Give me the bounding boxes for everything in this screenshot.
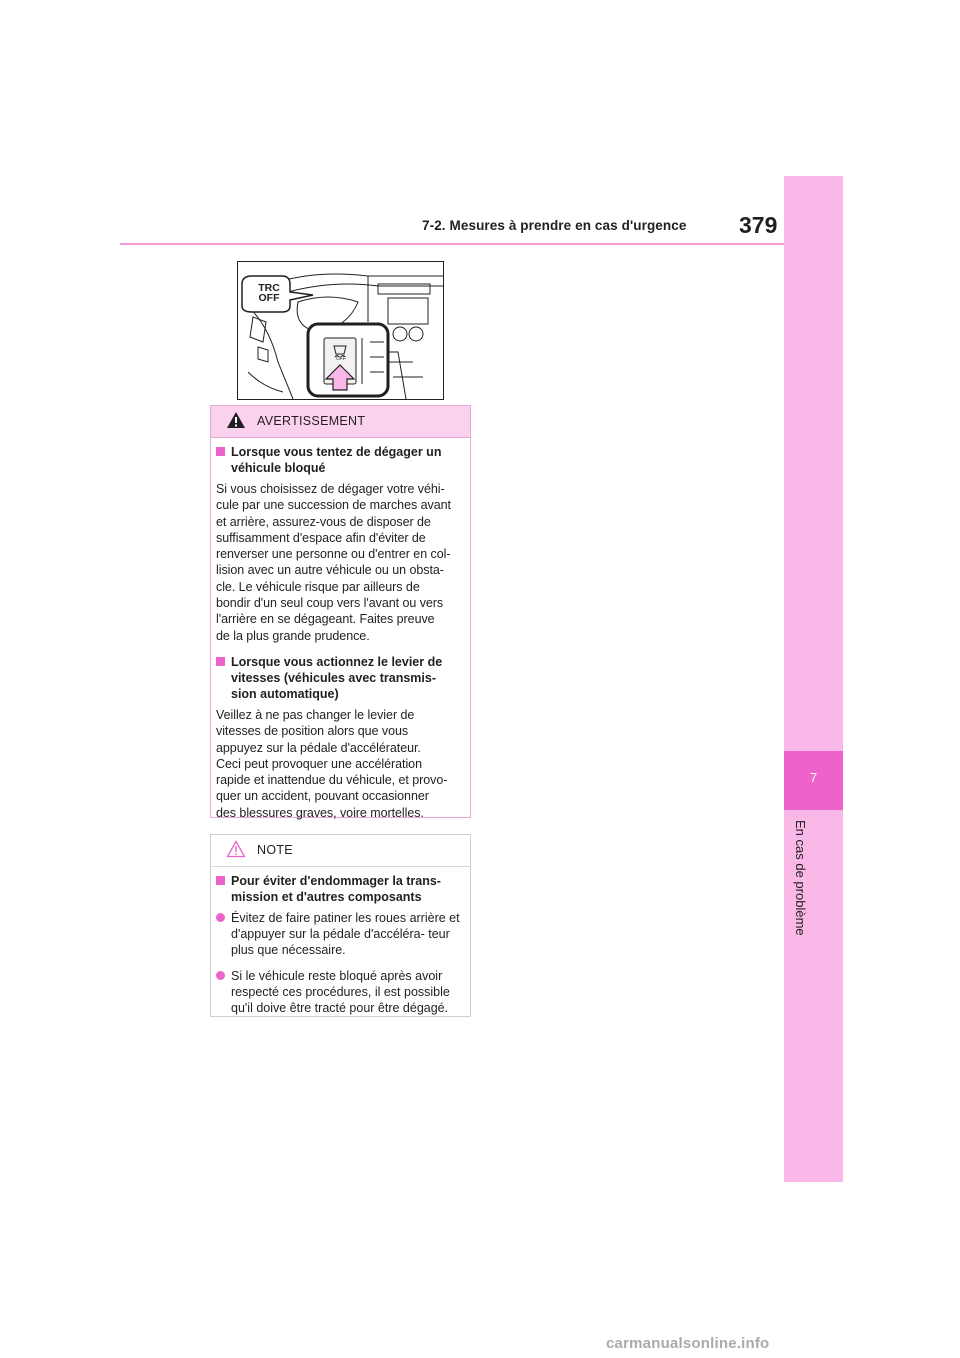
round-bullet-icon [216,913,225,922]
text-line: bondir d'un seul coup vers l'avant ou vers [216,596,444,611]
text-line: des blessures graves, voire mortelles. [216,805,424,820]
text-line: Veillez à ne pas changer le levier de [216,707,415,722]
text-line: suffisamment d'espace afin d'éviter de [216,530,426,545]
warning-section-heading [216,654,464,702]
warning-header [211,406,470,438]
callout-line-1: TRC [258,282,280,294]
list-item-text: Si le véhicule reste bloqué après avoir respecté ces procédures, il est possible qu'il doive être tracté pour être dégagé. [231,969,450,1015]
note-box [210,834,471,1017]
warning-heading-text: Lorsque vous actionnez le levier de vitesses (véhicules avec transmis- sion automatique) [231,654,443,701]
note-title: NOTE [257,843,293,857]
page-number: 379 [739,212,778,238]
chapter-label: En cas de problème [793,820,808,936]
list-item [216,968,464,1016]
text-line: de la plus grande prudence. [216,628,370,643]
warning-section-heading [216,444,464,476]
square-bullet-icon [216,657,225,666]
text-line: vitesses de position alors que vous [216,724,409,739]
header-rule [120,243,784,245]
text-line: l'arrière en se dégageant. Faites preuve [216,612,435,627]
note-header [211,835,470,867]
chapter-side-tab [784,176,843,1182]
text-line: Si vous choisissez de dégager votre véhi- [216,482,445,496]
chapter-number: 7 [809,770,818,785]
text-line: cule par une succession de marches avant [216,498,451,513]
text-line: renverser une personne ou d'entrer en col- [216,547,451,562]
note-heading-text: Pour éviter d'endommager la trans- mission et d'autres composants [231,874,441,904]
list-item [216,910,464,958]
text-line: cle. Le véhicule risque par ailleurs de [216,579,420,594]
warning-title: AVERTISSEMENT [257,414,366,428]
warning-box [210,405,471,818]
square-bullet-icon [216,447,225,456]
round-bullet-icon [216,971,225,980]
section-title: 7-2. Mesures à prendre en cas d'urgence [422,218,687,233]
list-item-text: Évitez de faire patiner les roues arrière et d'appuyer sur la pédale d'accéléra- teur plus que nécessaire. [231,911,460,957]
text-line: rapide et inattendue du véhicule, et provo- [216,773,448,788]
square-bullet-icon [216,876,225,885]
trc-off-callout [252,283,286,303]
warning-paragraph [216,481,464,644]
text-line: appuyez sur la pédale d'accélérateur. [216,740,421,755]
caution-triangle-outline-icon [226,840,246,858]
warning-heading-text: Lorsque vous tentez de dégager un véhicule bloqué [231,445,442,475]
switch-off-label: OFF [336,356,346,362]
warning-triangle-icon [226,411,246,429]
text-line: quer un accident, pouvant occasionner [216,789,429,804]
text-line: et arrière, assurez-vous de disposer de [216,514,431,529]
dashboard-illustration [237,261,444,400]
warning-paragraph [216,707,464,821]
text-line: lision avec un autre véhicule ou un obsta- [216,563,444,578]
note-section-heading [216,873,464,905]
text-line: Ceci peut provoquer une accélération [216,756,422,771]
callout-line-2: OFF [258,292,280,304]
footer-watermark[interactable]: carmanualsonline.info [606,1335,770,1352]
